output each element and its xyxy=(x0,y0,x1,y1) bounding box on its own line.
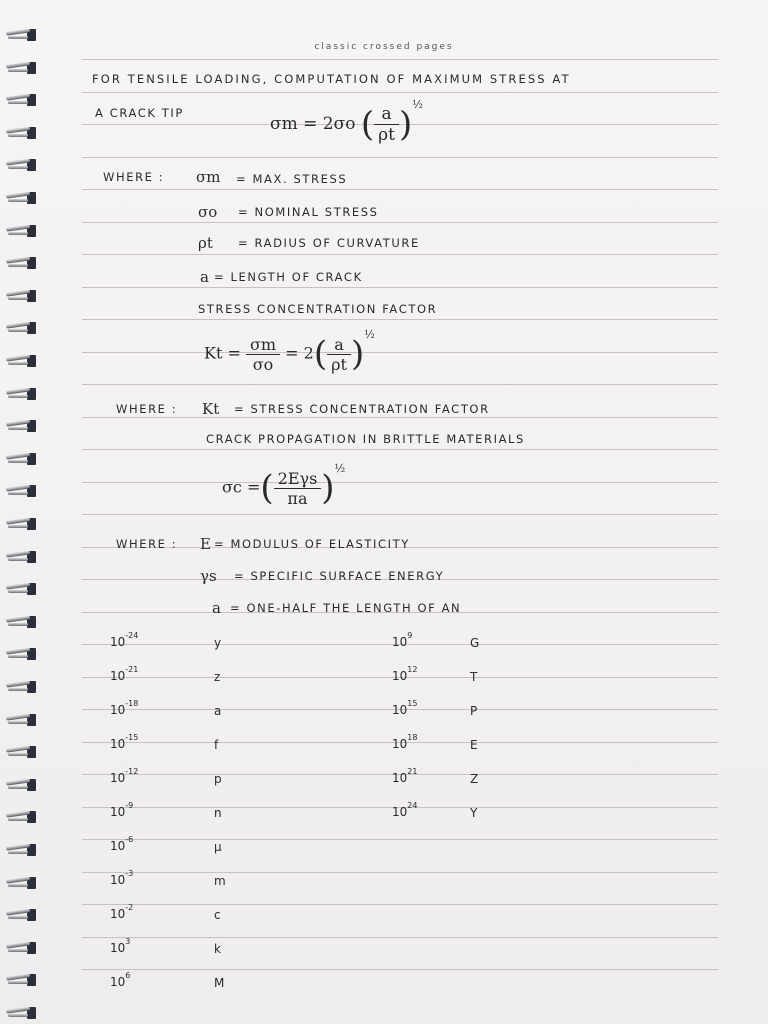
prefix-right-power: $10^{24}$ xyxy=(392,801,418,819)
prefix-right-power: $10^9$ xyxy=(392,631,413,649)
prefix-left-symbol: c xyxy=(214,908,221,922)
prefix-left-symbol: z xyxy=(214,670,221,684)
intro-line-1: FOR TENSILE LOADING, COMPUTATION OF MAXIMUM STRESS AT xyxy=(92,72,571,86)
ruled-line xyxy=(82,157,718,158)
spiral-coil xyxy=(6,973,36,987)
eq2-numerator-2: a xyxy=(327,335,351,355)
prefix-left-power: $10^{-9}$ xyxy=(110,801,134,819)
spiral-coil xyxy=(6,484,36,498)
prefix-left-symbol: M xyxy=(214,976,225,990)
eq3-fraction xyxy=(274,469,322,508)
sym-a-2: a xyxy=(212,599,221,617)
ruled-line xyxy=(82,417,718,418)
spiral-coil xyxy=(6,452,36,466)
prefix-right-power: $10^{21}$ xyxy=(392,767,418,785)
prefix-right-power: $10^{12}$ xyxy=(392,665,418,683)
prefix-left-power: $10^6$ xyxy=(110,971,131,989)
spiral-coil xyxy=(6,843,36,857)
ruled-line xyxy=(82,92,718,93)
prefix-left-power: $10^{-24}$ xyxy=(110,631,139,649)
eq2-numerator-1: σm xyxy=(246,335,280,355)
equation-scf: Kt = $\frac{\sigma m}{\sigma o}$ = 2( $\frac{a}{\rho t}$ )$^{\frac{1}{2}}$ xyxy=(204,328,375,374)
eq2-denominator-1: σo xyxy=(252,354,274,374)
spiral-coil xyxy=(6,876,36,890)
spiral-coil xyxy=(6,224,36,238)
eq2-lhs: Kt = xyxy=(204,343,241,363)
eq3-exponent: ½ xyxy=(334,462,346,475)
spiral-coil xyxy=(6,191,36,205)
spiral-coil xyxy=(6,1006,36,1020)
spiral-coil xyxy=(6,713,36,727)
spiral-coil xyxy=(6,680,36,694)
ruled-line xyxy=(82,59,718,60)
prefix-right-symbol: G xyxy=(470,636,480,650)
prefix-left-symbol: n xyxy=(214,806,222,820)
prefix-left-symbol: y xyxy=(214,636,222,650)
sym-E: E xyxy=(200,535,211,553)
prefix-left-power: $10^{-18}$ xyxy=(110,699,139,717)
eq3-denominator: πa xyxy=(287,488,308,508)
prefix-left-power: $10^{-2}$ xyxy=(110,903,134,921)
prefix-left-power: $10^3$ xyxy=(110,937,131,955)
sym-kt: Kt xyxy=(202,400,220,418)
eq2-mid: = 2 xyxy=(285,343,314,363)
prefix-left-symbol: k xyxy=(214,942,221,956)
spiral-coil xyxy=(6,93,36,107)
where-label-2: WHERE : xyxy=(116,402,178,416)
eq1-numerator: a xyxy=(374,104,399,125)
eq1-exponent: ½ xyxy=(412,98,423,111)
spiral-coil xyxy=(6,61,36,75)
spiral-coil xyxy=(6,419,36,433)
eq1-lhs: σm = 2σo xyxy=(270,114,356,134)
prefix-right-symbol: E xyxy=(470,738,478,752)
spiral-coil xyxy=(6,908,36,922)
ruled-line xyxy=(82,189,718,190)
eq2-exponent: ½ xyxy=(364,328,375,341)
eq3-lhs: σc = xyxy=(222,477,261,497)
page-header: classic crossed pages xyxy=(314,42,454,52)
prefix-left-power: $10^{-3}$ xyxy=(110,869,134,887)
ruled-line xyxy=(82,384,718,385)
ruled-line xyxy=(82,872,718,873)
prefix-right-power: $10^{18}$ xyxy=(392,733,418,751)
def-sigma-o: = NOMINAL STRESS xyxy=(238,205,379,219)
prefix-right-power: $10^{15}$ xyxy=(392,699,418,717)
ruled-line xyxy=(82,839,718,840)
spiral-coil xyxy=(6,647,36,661)
eq1-denominator: ρt xyxy=(378,125,395,145)
ruled-line xyxy=(82,904,718,905)
def-sigma-m: = MAX. STRESS xyxy=(236,172,348,186)
spiral-coil xyxy=(6,615,36,629)
intro-line-2: A CRACK TIP xyxy=(95,106,184,120)
eq1-fraction xyxy=(374,104,399,145)
sym-a: a xyxy=(200,268,209,286)
def-E: = MODULUS OF ELASTICITY xyxy=(214,537,410,551)
prefix-left-power: $10^{-12}$ xyxy=(110,767,139,785)
ruled-line xyxy=(82,222,718,223)
eq2-fraction-1 xyxy=(246,335,280,374)
equation-crack: σc =( $\frac{\text{2Eγs}}{\pi a}$ )$^{\frac{1}{2}}$ xyxy=(222,462,346,508)
spiral-coil xyxy=(6,256,36,270)
spiral-coil xyxy=(6,126,36,140)
spiral-coil xyxy=(6,387,36,401)
prefix-left-symbol: μ xyxy=(214,840,222,854)
spiral-coil xyxy=(6,28,36,42)
def-gamma-s: = SPECIFIC SURFACE ENERGY xyxy=(234,569,445,583)
sym-rho-t: ρt xyxy=(198,234,213,252)
def-a: = LENGTH OF CRACK xyxy=(214,270,363,284)
prefix-left-power: $10^{-21}$ xyxy=(110,665,139,683)
prefix-right-symbol: T xyxy=(470,670,478,684)
scf-title: STRESS CONCENTRATION FACTOR xyxy=(198,302,438,316)
spiral-coil xyxy=(6,778,36,792)
prefix-left-symbol: m xyxy=(214,874,226,888)
prefix-left-symbol: a xyxy=(214,704,222,718)
sym-sigma-o: σo xyxy=(198,203,218,221)
spiral-coil xyxy=(6,550,36,564)
eq2-fraction-2 xyxy=(327,335,351,374)
eq3-numerator: 2Eγs xyxy=(274,469,322,489)
ruled-line xyxy=(82,969,718,970)
prefix-left-power: $10^{-6}$ xyxy=(110,835,134,853)
def-rho-t: = RADIUS OF CURVATURE xyxy=(238,236,420,250)
ruled-line xyxy=(82,287,718,288)
spiral-coil xyxy=(6,289,36,303)
prefix-left-power: $10^{-15}$ xyxy=(110,733,139,751)
spiral-coil xyxy=(6,810,36,824)
spiral-coil xyxy=(6,354,36,368)
prefix-right-symbol: Z xyxy=(470,772,479,786)
prefix-left-symbol: p xyxy=(214,772,222,786)
sym-sigma-m: σm xyxy=(196,168,221,186)
prefix-left-symbol: f xyxy=(214,738,219,752)
ruled-line xyxy=(82,254,718,255)
def-a-2: = ONE-HALF THE LENGTH OF AN xyxy=(230,601,462,615)
spiral-coil xyxy=(6,517,36,531)
spiral-coil xyxy=(6,158,36,172)
ruled-line xyxy=(82,937,718,938)
equation-max-stress: σm = 2σo ( $\frac{a}{\rho t}$ )$^{\frac{1}{2}}$ xyxy=(270,98,423,145)
ruled-line xyxy=(82,319,718,320)
spiral-coil xyxy=(6,582,36,596)
prefix-right-symbol: P xyxy=(470,704,478,718)
eq2-denominator-2: ρt xyxy=(331,354,347,374)
spiral-coil xyxy=(6,941,36,955)
where-label-1: WHERE : xyxy=(103,170,165,184)
spiral-coil xyxy=(6,321,36,335)
crack-title: CRACK PROPAGATION IN BRITTLE MATERIALS xyxy=(206,432,525,446)
sym-gamma-s: γs xyxy=(200,567,217,585)
def-kt: = STRESS CONCENTRATION FACTOR xyxy=(234,402,490,416)
ruled-line xyxy=(82,449,718,450)
where-label-3: WHERE : xyxy=(116,537,178,551)
ruled-line xyxy=(82,482,718,483)
spiral-binding xyxy=(0,0,40,1024)
ruled-line xyxy=(82,352,718,353)
spiral-coil xyxy=(6,745,36,759)
prefix-right-symbol: Y xyxy=(470,806,478,820)
ruled-line xyxy=(82,514,718,515)
